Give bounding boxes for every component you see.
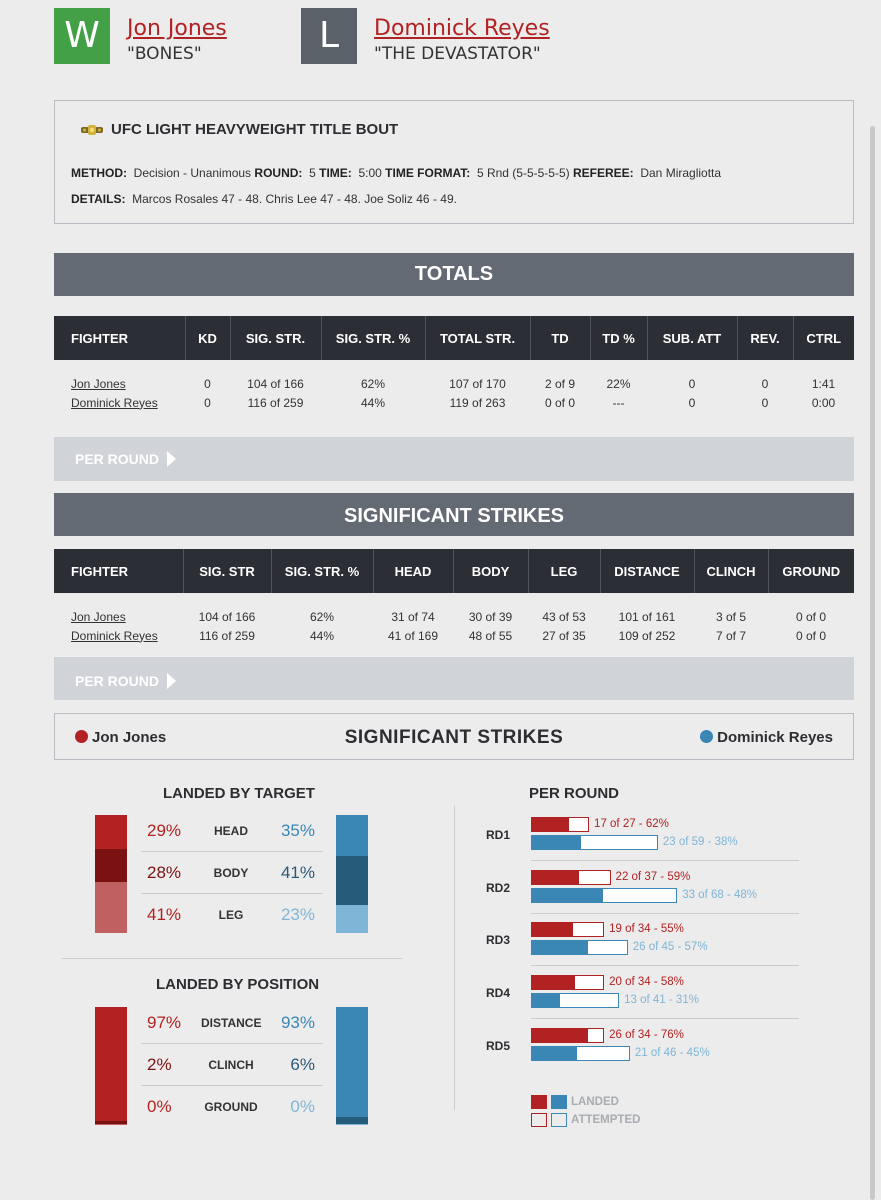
blue-percent: 6% [290, 1055, 315, 1074]
totals-header-cell: SIG. STR. [230, 316, 321, 360]
sig-header-cell: GROUND [768, 549, 854, 593]
red-round-value: 19 of 34 - 55% [609, 923, 684, 936]
sig-cell [54, 593, 183, 626]
red-attempted-bar [531, 817, 589, 832]
per-round-label: PER ROUND [75, 451, 160, 467]
category-label: LEG [218, 908, 244, 922]
table-row [54, 593, 854, 626]
loser-header [301, 8, 601, 64]
totals-cell: 119 of 263 [449, 395, 506, 410]
category-label: BODY [213, 866, 249, 880]
totals-cell: 104 of 166 [247, 376, 304, 391]
win-badge: W [54, 8, 110, 64]
sig-strikes-title-bar: SIGNIFICANT STRIKES [54, 493, 854, 536]
blue-bar-segment [336, 815, 368, 856]
winner-nickname: "BONES" [127, 44, 202, 64]
time-format-value: 5 Rnd (5-5-5-5-5) [476, 166, 570, 180]
sig-cell: 43 of 53 [542, 609, 586, 624]
referee-value: Dan Miragliotta [640, 166, 722, 180]
totals-cell [54, 360, 185, 393]
round-label: RD5 [486, 1038, 511, 1053]
totals-cell: 44% [360, 395, 386, 410]
totals-cell: 1:41 [811, 376, 836, 391]
play-arrow-icon [167, 673, 176, 689]
totals-cell: 0 [761, 376, 769, 391]
sig-cell: 3 of 5 [715, 609, 747, 624]
blue-percent: 93% [280, 1013, 315, 1032]
sig-cell: 27 of 35 [542, 628, 586, 643]
sig-header-cell: LEG [528, 549, 600, 593]
red-bar-segment [95, 882, 127, 930]
totals-cell: 116 of 259 [247, 395, 304, 410]
red-landed-bar [532, 818, 569, 831]
legend-blue [700, 729, 833, 746]
red-percent: 29% [147, 821, 182, 840]
row-divider [141, 893, 323, 894]
table-row [54, 393, 854, 412]
sig-strikes-table [54, 549, 854, 645]
red-landed-bar [532, 923, 573, 936]
time-label: TIME: [319, 166, 352, 180]
totals-cell: 22% [606, 376, 631, 391]
blue-bar-segment [336, 1117, 368, 1124]
blue-attempted-bar [531, 835, 658, 850]
red-percent: 2% [147, 1055, 172, 1074]
round-value: 5 [309, 166, 316, 180]
attempted-red-swatch [531, 1113, 547, 1127]
row-divider [531, 965, 799, 966]
red-landed-bar [532, 1029, 588, 1042]
fighter-name-link[interactable]: Dominick Reyes [71, 628, 158, 643]
red-percent: 41% [147, 905, 182, 924]
legend-red-name: Jon Jones [92, 729, 167, 746]
red-attempted-bar [531, 975, 604, 990]
method-label: METHOD: [71, 166, 127, 180]
sig-header-cell: SIG. STR [183, 549, 271, 593]
sig-cell: 0 of 0 [795, 628, 827, 643]
totals-cell: 0 [688, 376, 696, 391]
totals-cell: --- [612, 395, 625, 410]
blue-attempted-bar [531, 940, 628, 955]
blue-attempted-bar [531, 1046, 630, 1061]
blue-landed-bar [532, 994, 560, 1007]
totals-table [54, 316, 854, 412]
red-round-value: 22 of 37 - 59% [615, 870, 691, 883]
chart-title: SIGNIFICANT STRIKES [344, 727, 564, 748]
bout-title: UFC LIGHT HEAVYWEIGHT TITLE BOUT [111, 121, 399, 138]
loser-nickname: "THE DEVASTATOR" [374, 44, 541, 64]
play-arrow-icon [167, 451, 176, 467]
totals-cell: 0 [204, 376, 211, 391]
totals-header-cell: TD % [590, 316, 647, 360]
time-format-label: TIME FORMAT: [385, 166, 471, 180]
red-bar-segment [95, 849, 127, 882]
bout-details-line [71, 192, 457, 206]
details-value: Marcos Rosales 47 - 48. Chris Lee 47 - 48. Joe Soliz 46 - 49. [132, 192, 457, 206]
sig-per-round-toggle[interactable] [54, 657, 854, 700]
sig-cell: 41 of 169 [387, 628, 439, 643]
blue-dot-icon [700, 730, 713, 743]
chart-legend-bar [54, 713, 854, 760]
attempted-blue-swatch [551, 1113, 567, 1127]
totals-cell [54, 393, 185, 412]
row-divider [531, 1018, 799, 1019]
red-landed-bar [532, 976, 575, 989]
bout-method-line [71, 166, 721, 180]
landed-blue-swatch [551, 1095, 567, 1109]
sig-header-cell: DISTANCE [600, 549, 694, 593]
blue-round-value: 33 of 68 - 48% [682, 888, 757, 901]
round-label: RD4 [486, 986, 511, 1001]
red-bar-segment [95, 1007, 127, 1121]
blue-bar-segment [336, 1124, 368, 1125]
totals-cell: 107 of 170 [449, 376, 506, 391]
red-percent: 0% [147, 1097, 172, 1116]
red-round-value: 17 of 27 - 62% [594, 818, 669, 830]
sig-cell: 31 of 74 [391, 609, 435, 624]
fighter-name-link[interactable]: Jon Jones [71, 376, 126, 391]
sig-cell: 101 of 161 [618, 609, 676, 624]
totals-header-cell: SIG. STR. % [321, 316, 425, 360]
totals-cell: 0:00 [811, 395, 836, 410]
totals-header-cell: CTRL [793, 316, 854, 360]
totals-cell: 0 [688, 395, 696, 410]
landed-by-target-title: LANDED BY TARGET [163, 785, 315, 802]
time-value: 5:00 [358, 166, 382, 180]
blue-round-value: 21 of 46 - 45% [634, 1046, 710, 1059]
sig-cell [54, 626, 183, 645]
loss-badge: L [301, 8, 357, 64]
per-round-label: PER ROUND [75, 673, 160, 689]
red-attempted-bar [531, 870, 611, 885]
red-attempted-bar [531, 1028, 604, 1043]
row-divider [141, 851, 323, 852]
totals-header-cell: FIGHTER [54, 316, 185, 360]
winner-header [54, 8, 294, 64]
blue-landed-bar [532, 836, 581, 849]
row-divider [531, 860, 799, 861]
row-divider [531, 913, 799, 914]
round-label: RD3 [486, 933, 511, 948]
red-bar-segment [95, 931, 127, 933]
blue-round-value: 23 of 59 - 38% [662, 836, 738, 848]
sig-header-cell: CLINCH [694, 549, 768, 593]
table-row [54, 360, 854, 393]
blue-bar-segment [336, 905, 368, 932]
landed-key-label: LANDED [571, 1096, 619, 1108]
sig-header-cell: SIG. STR. % [271, 549, 373, 593]
per-round-title: PER ROUND [529, 785, 620, 802]
red-attempted-bar [531, 922, 604, 937]
blue-percent: 0% [290, 1097, 315, 1116]
totals-header-cell: TOTAL STR. [425, 316, 530, 360]
totals-header-cell: SUB. ATT [647, 316, 737, 360]
sig-cell: 62% [309, 609, 335, 624]
blue-percent: 23% [280, 905, 315, 924]
scrollbar[interactable] [870, 126, 875, 1200]
round-label: RD2 [486, 880, 511, 895]
divider [454, 806, 455, 1110]
blue-round-value: 26 of 45 - 57% [632, 941, 708, 954]
red-round-value: 26 of 34 - 76% [609, 1028, 684, 1041]
sig-cell: 0 of 0 [795, 609, 827, 624]
totals-cell: 0 [204, 395, 211, 410]
table-row [54, 626, 854, 645]
sig-cell: 116 of 259 [199, 628, 255, 643]
totals-header-cell: KD [185, 316, 230, 360]
landed-red-swatch [531, 1095, 547, 1109]
sig-cell: 30 of 39 [468, 609, 513, 624]
totals-per-round-toggle[interactable] [54, 437, 854, 481]
red-bar-segment [95, 1124, 127, 1125]
fighter-name-link[interactable]: Dominick Reyes [71, 395, 158, 410]
red-percent: 97% [147, 1013, 182, 1032]
method-value: Decision - Unanimous [133, 166, 252, 180]
blue-landed-bar [532, 889, 603, 902]
sig-cell: 48 of 55 [468, 628, 513, 643]
red-round-value: 20 of 34 - 58% [609, 976, 684, 989]
sig-cell: 44% [309, 628, 335, 643]
sig-header-cell: BODY [453, 549, 528, 593]
sig-cell: 104 of 166 [198, 609, 256, 624]
divider [62, 958, 402, 959]
belt-icon [81, 124, 103, 136]
red-landed-bar [532, 871, 579, 884]
totals-cell: 0 of 0 [544, 395, 576, 410]
totals-cell: 0 [761, 395, 769, 410]
blue-attempted-bar [531, 993, 619, 1008]
totals-cell: 2 of 9 [544, 376, 576, 391]
blue-percent: 35% [280, 821, 315, 840]
blue-percent: 41% [280, 863, 315, 882]
blue-bar-segment [336, 1007, 368, 1117]
sig-cell: 7 of 7 [715, 628, 747, 643]
category-label: DISTANCE [201, 1016, 262, 1030]
legend-blue-name: Dominick Reyes [717, 729, 833, 746]
winner-name-link[interactable]: Jon Jones [127, 16, 227, 41]
category-label: HEAD [213, 824, 248, 838]
sig-header-cell: FIGHTER [54, 549, 183, 593]
row-divider [141, 1043, 323, 1044]
totals-header-cell: REV. [737, 316, 793, 360]
details-label: DETAILS: [71, 192, 126, 206]
sig-cell: 109 of 252 [618, 628, 676, 643]
category-label: GROUND [204, 1100, 258, 1114]
referee-label: REFEREE: [572, 166, 634, 180]
sig-header-cell: HEAD [373, 549, 453, 593]
category-label: CLINCH [208, 1058, 254, 1072]
round-label: ROUND: [254, 166, 303, 180]
totals-header-cell: TD [530, 316, 590, 360]
blue-round-value: 13 of 41 - 31% [624, 994, 699, 1007]
totals-title-bar: TOTALS [54, 253, 854, 296]
fighter-name-link[interactable]: Jon Jones [71, 609, 126, 624]
blue-bar-segment [336, 856, 368, 904]
row-divider [141, 1085, 323, 1086]
blue-landed-bar [532, 941, 588, 954]
landed-by-position-title: LANDED BY POSITION [156, 976, 320, 993]
bout-info-panel [54, 100, 854, 224]
red-percent: 28% [147, 863, 182, 882]
attempted-key-label: ATTEMPTED [571, 1114, 641, 1126]
blue-attempted-bar [531, 888, 677, 903]
blue-bar-segment [336, 932, 368, 933]
round-label: RD1 [486, 828, 511, 842]
red-bar-segment [95, 815, 127, 849]
blue-landed-bar [532, 1047, 577, 1060]
loser-name-link[interactable]: Dominick Reyes [374, 16, 550, 41]
totals-cell: 62% [360, 376, 386, 391]
